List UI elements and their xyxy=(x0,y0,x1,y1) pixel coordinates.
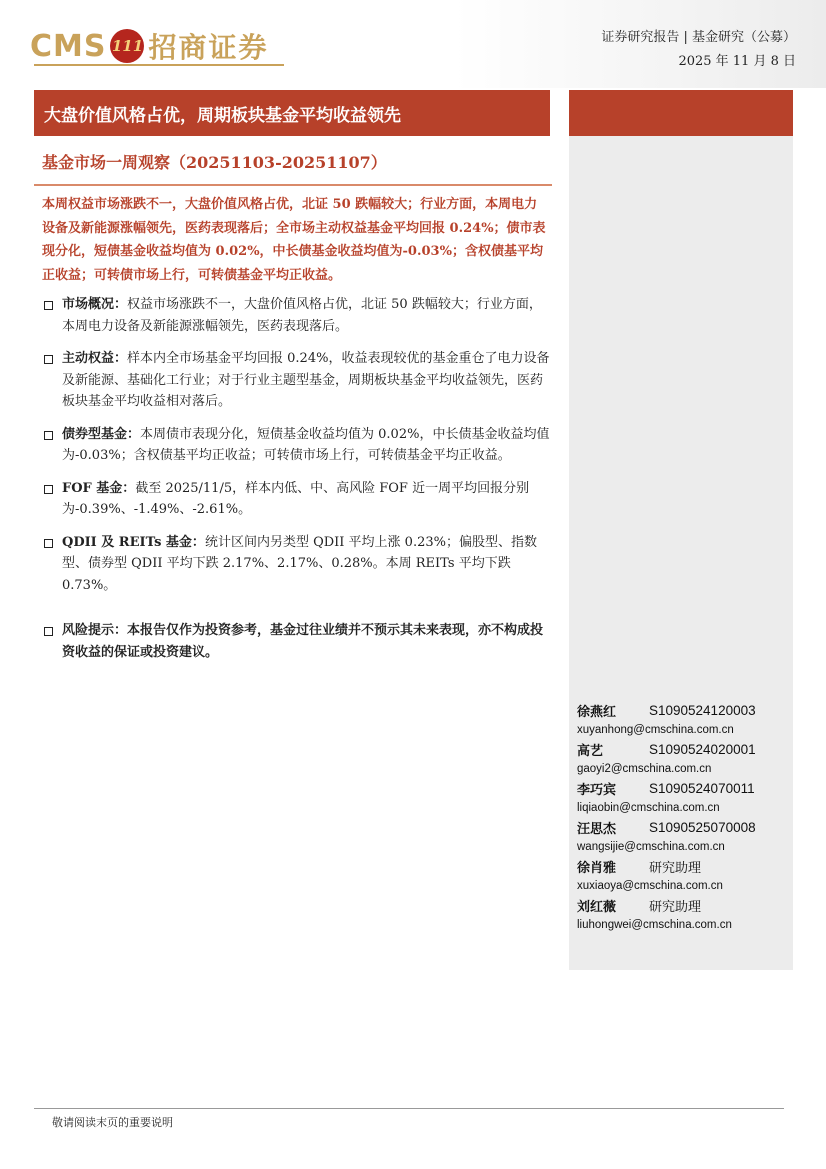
summary-paragraph: 本周权益市场涨跌不一，大盘价值风格占优，北证 50 跌幅较大；行业方面，本周电力设备及新能源涨幅领先，医药表现落后；全市场主动权益基金平均回报 0.24%；债市表现分化，短债基金收益均值为 0.02%，中长债基金收益均值为-0.03%；含权债基平均正收益；可转债市场上行，可转债基金平均正收益。 xyxy=(42,197,546,283)
analyst-entry xyxy=(577,700,787,739)
company-logo xyxy=(30,22,269,70)
footer-note: 敬请阅读末页的重要说明 xyxy=(52,1116,173,1129)
checkbox-bullet-icon xyxy=(44,485,53,494)
analyst-entry xyxy=(577,856,787,895)
key-points-list xyxy=(42,294,550,674)
analyst-name: 徐肖雅 xyxy=(577,861,617,876)
analyst-name: 刘红薇 xyxy=(577,900,617,915)
bullet-text: 本周债市表现分化，短债基金收益均值为 0.02%，中长债基金收益均值为-0.03%；含权债基平均正收益；可转债市场上行，可转债基金平均正收益。 xyxy=(62,426,550,463)
analyst-email[interactable]: xuyanhong@cmschina.com.cn xyxy=(577,724,734,736)
logo-underline xyxy=(34,64,284,66)
bullet-label: FOF 基金： xyxy=(62,480,136,496)
logo-latin: CMS xyxy=(30,28,107,64)
analyst-name: 高艺 xyxy=(577,744,604,759)
checkbox-bullet-icon xyxy=(44,627,53,636)
report-subtitle: 基金市场一周观察（20251103-20251107） xyxy=(42,153,387,172)
logo-seal-icon: 111 xyxy=(110,29,144,63)
checkbox-bullet-icon xyxy=(44,355,53,364)
bullet-bond-funds xyxy=(42,424,550,467)
bullet-text: 样本内全市场基金平均回报 0.24%，收益表现较优的基金重仓了电力设备及新能源、基础化工行业；对于行业主题型基金，周期板块基金平均收益领先，医药板块基金平均收益相对落后。 xyxy=(62,351,550,409)
footer-divider xyxy=(34,1108,784,1109)
bullet-text: 权益市场涨跌不一，大盘价值风格占优，北证 50 跌幅较大；行业方面，本周电力设备及新能源涨幅领先，医药表现落后。 xyxy=(62,297,542,334)
report-date: 2025 年 11 月 8 日 xyxy=(678,54,796,69)
analyst-email[interactable]: liqiaobin@cmschina.com.cn xyxy=(577,802,720,814)
risk-text: 风险提示：本报告仅作为投资参考，基金过往业绩并不预示其未来表现，亦不构成投资收益的保证或投资建议。 xyxy=(62,623,544,660)
analyst-list xyxy=(577,700,787,934)
analyst-entry xyxy=(577,778,787,817)
subtitle-divider xyxy=(34,184,552,186)
analyst-email[interactable]: wangsijie@cmschina.com.cn xyxy=(577,841,725,853)
analyst-cert: S1090525070008 xyxy=(649,820,756,835)
analyst-entry xyxy=(577,739,787,778)
analyst-name: 李巧宾 xyxy=(577,783,617,798)
analyst-cert: 研究助理 xyxy=(649,900,702,915)
checkbox-bullet-icon xyxy=(44,539,53,548)
analyst-cert: S1090524020001 xyxy=(649,742,756,757)
bullet-label: 主动权益： xyxy=(62,351,128,366)
bullet-label: 市场概况： xyxy=(62,297,128,312)
analyst-email[interactable]: xuxiaoya@cmschina.com.cn xyxy=(577,880,723,892)
analyst-name: 汪思杰 xyxy=(577,822,617,837)
bullet-label: 债券型基金： xyxy=(62,426,141,442)
analyst-email[interactable]: gaoyi2@cmschina.com.cn xyxy=(577,763,712,775)
analyst-name: 徐燕红 xyxy=(577,705,617,720)
bullet-market-overview xyxy=(42,294,550,337)
bullet-qdii-reits xyxy=(42,532,550,597)
sidebar-header-bar xyxy=(569,90,793,136)
analyst-cert: 研究助理 xyxy=(649,861,702,876)
risk-warning xyxy=(42,620,550,663)
bullet-text: 统计区间内另类型 QDII 平均上涨 0.23%；偏股型、指数型、债券型 QDII 平均下跌 2.17%、2.17%、0.28%。本周 REITs 平均下跌 0.73%。 xyxy=(62,534,537,593)
checkbox-bullet-icon xyxy=(44,301,53,310)
analyst-entry xyxy=(577,817,787,856)
analyst-entry xyxy=(577,895,787,934)
bullet-label: QDII 及 REITs 基金： xyxy=(62,534,205,550)
logo-chinese: 招商证券 xyxy=(148,31,269,64)
report-type: 证券研究报告 | 基金研究（公募） xyxy=(601,30,796,45)
analyst-cert: S1090524070011 xyxy=(649,781,755,796)
bullet-text: 截至 2025/11/5，样本内低、中、高风险 FOF 近一周平均回报分别为-0.39%、-1.49%、-2.61%。 xyxy=(62,480,530,517)
bullet-active-equity xyxy=(42,348,550,413)
analyst-email[interactable]: liuhongwei@cmschina.com.cn xyxy=(577,919,732,931)
report-title: 大盘价值风格占优，周期板块基金平均收益领先 xyxy=(34,90,550,136)
checkbox-bullet-icon xyxy=(44,431,53,440)
bullet-fof xyxy=(42,478,550,521)
analyst-cert: S1090524120003 xyxy=(649,703,756,718)
